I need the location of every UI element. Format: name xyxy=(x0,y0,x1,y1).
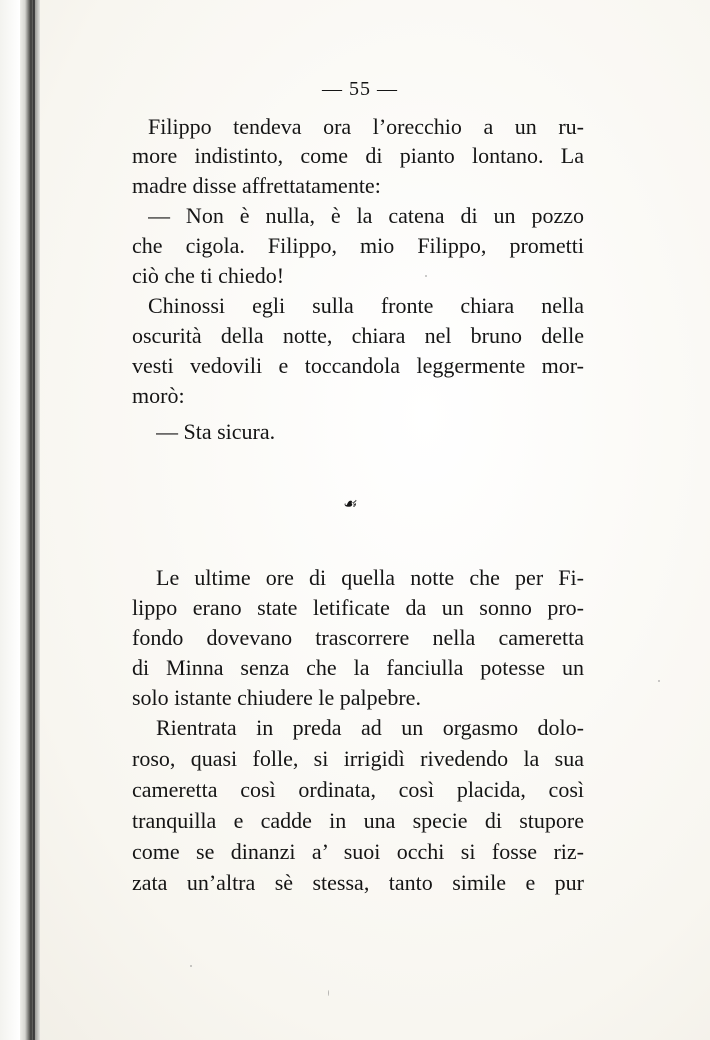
text-line: lippo erano state letificate da un sonno pro- xyxy=(132,595,584,620)
text-line: roso, quasi folle, si irrigidì rivedendo la sua xyxy=(132,746,584,771)
text-line: Chinossi egli sulla fronte chiara nella xyxy=(148,293,584,318)
text-line: che cigola. Filippo, mio Filippo, prometti xyxy=(132,233,584,258)
text-line: cameretta così ordinata, così placida, così xyxy=(132,777,584,802)
text-line: solo istante chiudere le palpebre. xyxy=(132,685,421,710)
text-line: madre disse affrettatamente: xyxy=(132,173,381,198)
text-line: Filippo tendeva ora l’orecchio a un ru- xyxy=(148,114,584,139)
text-line: fondo dovevano trascorrere nella cameretta xyxy=(132,625,584,650)
binding-shadow-line xyxy=(33,0,35,1040)
text-line: oscurità della notte, chiara nel bruno delle xyxy=(132,323,584,348)
text-line: Rientrata in preda ad un orgasmo dolo- xyxy=(156,715,584,740)
paper-speck xyxy=(425,275,427,277)
fleuron-ornament: ☙ xyxy=(342,496,357,513)
paper-speck xyxy=(328,990,329,996)
text-line: more indistinto, come di pianto lontano. La xyxy=(132,143,584,168)
text-line: ciò che ti chiedo! xyxy=(132,263,285,288)
text-line: morò: xyxy=(132,383,185,408)
text-line: di Minna senza che la fanciulla potesse un xyxy=(132,655,584,680)
text-line: Le ultime ore di quella notte che per Fi- xyxy=(156,565,584,590)
text-line: come se dinanzi a’ suoi occhi si fosse riz- xyxy=(132,839,584,864)
book-binding xyxy=(20,0,40,1040)
text-line: zata un’altra sè stessa, tanto simile e pur xyxy=(132,870,584,895)
text-line: — Non è nulla, è la catena di un pozzo xyxy=(148,203,584,228)
text-line: — Sta sicura. xyxy=(156,419,276,444)
page-edge xyxy=(0,0,20,1040)
paper-speck xyxy=(658,680,660,682)
text-line: tranquilla e cadde in una specie di stupore xyxy=(132,808,584,833)
page-number: — 55 — xyxy=(322,78,398,100)
text-line: vesti vedovili e toccandola leggermente mor- xyxy=(132,353,584,378)
paper-speck xyxy=(190,965,192,967)
